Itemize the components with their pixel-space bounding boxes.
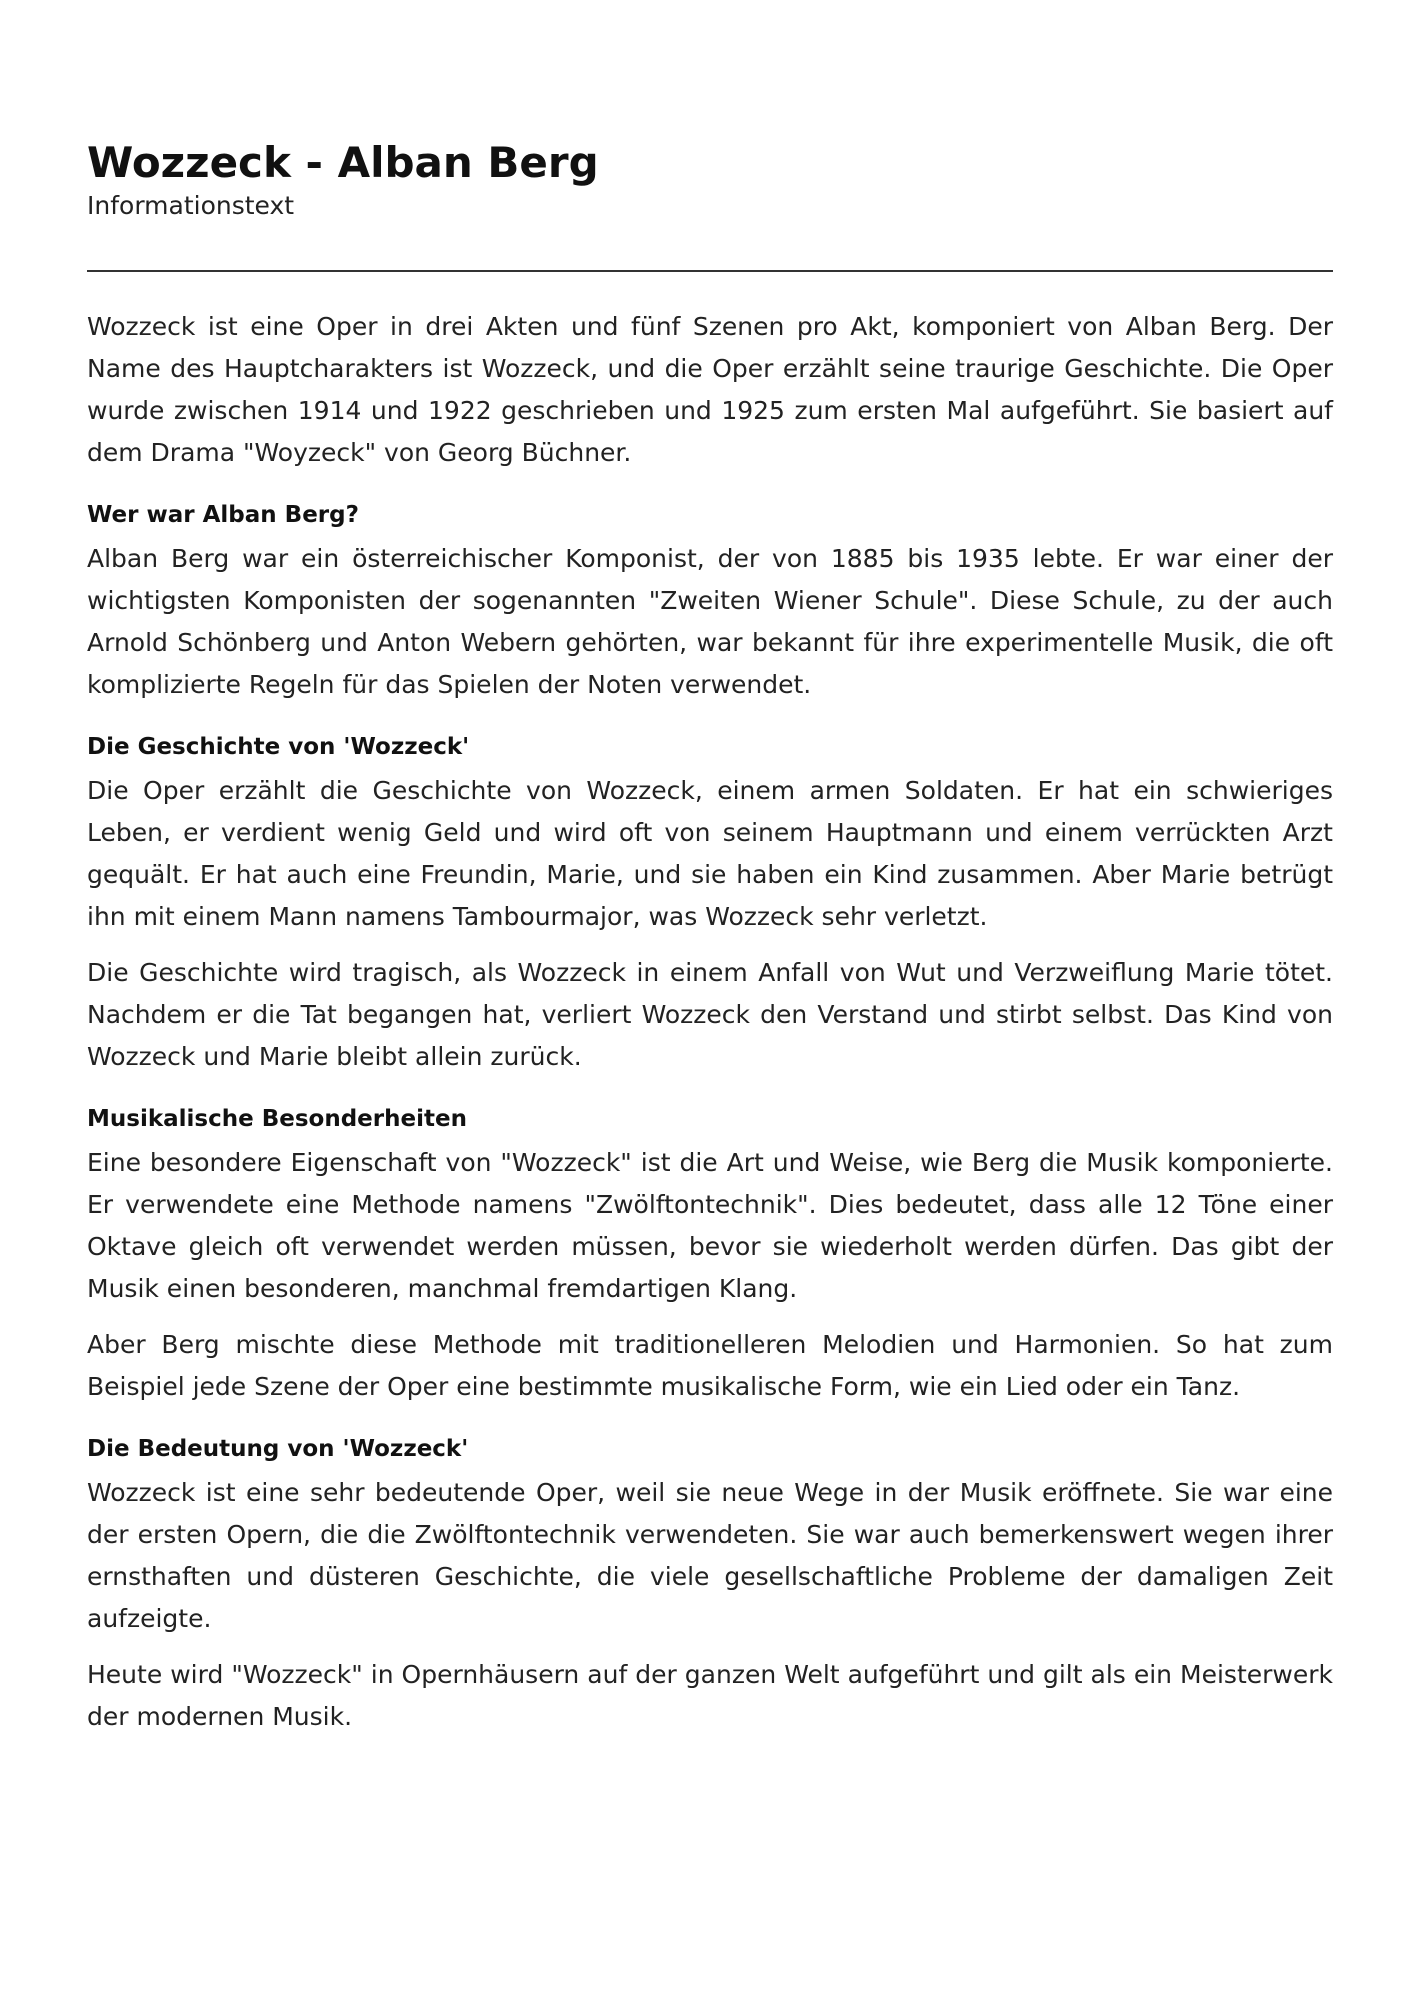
section-heading-bedeutung: Die Bedeutung von 'Wozzeck': [87, 1436, 469, 1462]
section-paragraph: Alban Berg war ein österreichischer Komponist, der von 1885 bis 1935 lebte. Er war einer der wichtigsten Komponisten der sogenannten "Zweiten Wiener Schule". Diese Schule, zu der auch Arnold Schönberg und Anton Webern gehörten, war bekannt für ihre experimentelle Musik, die oft komplizierte Regeln für das Spielen der Noten verwendet.: [87, 544, 1333, 699]
title-divider: [87, 270, 1333, 272]
section-heading-besonderheiten: Musikalische Besonderheiten: [87, 1106, 467, 1132]
section-paragraph: Aber Berg mischte diese Methode mit traditionelleren Melodien und Harmonien. So hat zum Beispiel jede Szene der Oper eine bestimmte musikalische Form, wie ein Lied oder ein Tanz.: [87, 1330, 1333, 1401]
section-paragraph: Die Geschichte wird tragisch, als Wozzeck in einem Anfall von Wut und Verzweiflung Marie tötet. Nachdem er die Tat begangen hat, verliert Wozzeck den Verstand und stirbt selbst. Das Kind von Wozzeck und Marie bleibt allein zurück.: [87, 958, 1333, 1071]
section-paragraph: Wozzeck ist eine sehr bedeutende Oper, weil sie neue Wege in der Musik eröffnete. Sie war eine der ersten Opern, die die Zwölftontechnik verwendeten. Sie war auch bemerkenswert wegen ihrer ernsthaften und düsteren Geschichte, die viele gesellschaftliche Probleme der damaligen Zeit aufzeigte.: [87, 1478, 1333, 1633]
section-paragraph: Eine besondere Eigenschaft von "Wozzeck" ist die Art und Weise, wie Berg die Musik komponierte. Er verwendete eine Methode namens "Zwölftontechnik". Dies bedeutet, dass alle 12 Töne einer Oktave gleich oft verwendet werden müssen, bevor sie wiederholt werden dürfen. Das gibt der Musik einen besonderen, manchmal fremdartigen Klang.: [87, 1148, 1333, 1303]
section-paragraph: Die Oper erzählt die Geschichte von Wozzeck, einem armen Soldaten. Er hat ein schwieriges Leben, er verdient wenig Geld und wird oft von seinem Hauptmann und einem verrückten Arzt gequält. Er hat auch eine Freundin, Marie, und sie haben ein Kind zusammen. Aber Marie betrügt ihn mit einem Mann namens Tambourmajor, was Wozzeck sehr verletzt.: [87, 776, 1333, 931]
section-heading-geschichte: Die Geschichte von 'Wozzeck': [87, 734, 470, 760]
section-heading-alban-berg: Wer war Alban Berg?: [87, 502, 359, 528]
document-title: Wozzeck - Alban Berg: [87, 138, 599, 187]
intro-paragraph: Wozzeck ist eine Oper in drei Akten und fünf Szenen pro Akt, komponiert von Alban Berg. Der Name des Hauptcharakters ist Wozzeck, und die Oper erzählt seine traurige Geschichte. Die Oper wurde zwischen 1914 und 1922 geschrieben und 1925 zum ersten Mal aufgeführt. Sie basiert auf dem Drama "Woyzeck" von Georg Büchner.: [87, 312, 1333, 467]
document-page: [87, 136, 1333, 1738]
document-subtitle: Informationstext: [87, 191, 295, 220]
section-paragraph: Heute wird "Wozzeck" in Opernhäusern auf der ganzen Welt aufgeführt und gilt als ein Meisterwerk der modernen Musik.: [87, 1660, 1333, 1731]
